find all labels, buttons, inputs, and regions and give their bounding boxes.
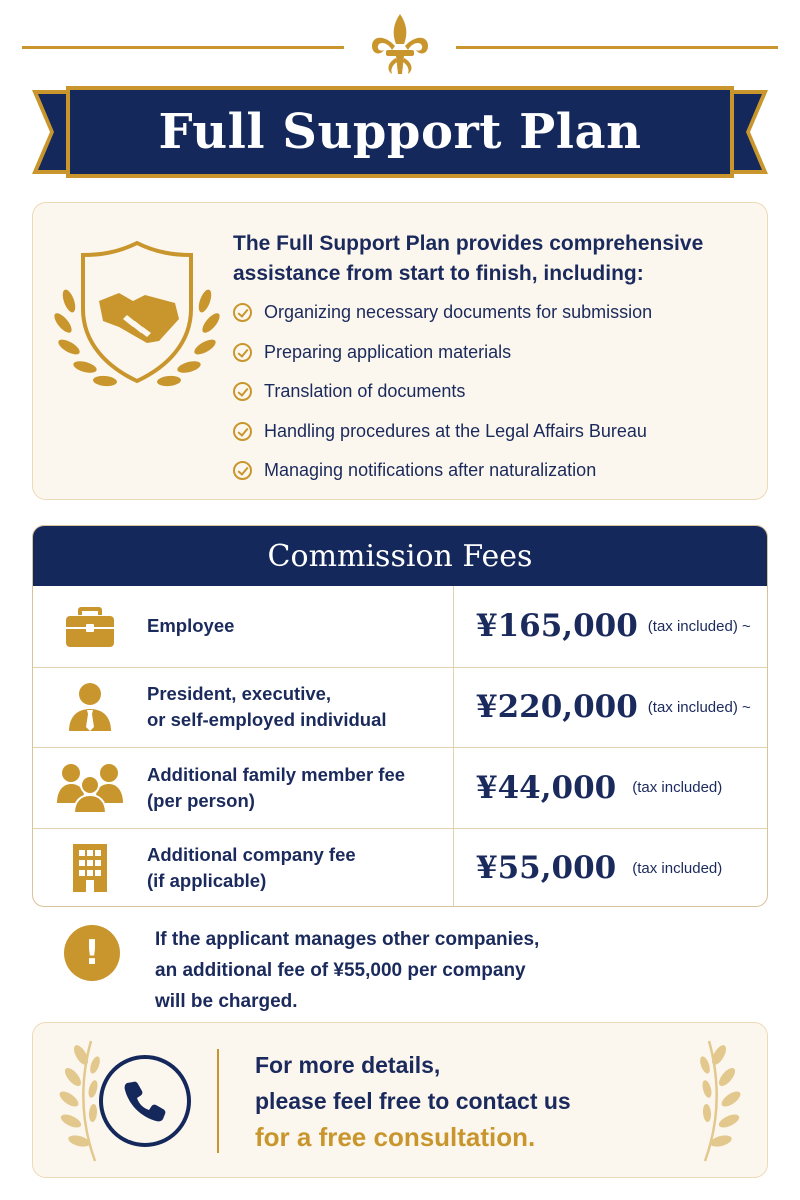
top-ornament [0, 12, 800, 78]
contact-line: For more details, [255, 1052, 441, 1078]
fee-price-cell [453, 668, 767, 748]
list-item-label: Preparing application materials [264, 341, 512, 362]
fee-label-line: Additional company fee [147, 844, 356, 866]
note-line: an additional fee of ¥55,000 per company [155, 960, 526, 981]
intro-card [32, 202, 768, 500]
tax-note: (tax included) [632, 779, 723, 797]
check-circle-icon [233, 303, 252, 322]
note-line: If the applicant manages other companies, [155, 929, 540, 950]
phone-icon [123, 1079, 167, 1123]
check-circle-icon [233, 422, 252, 441]
fee-amount: ¥220,000 [476, 689, 638, 726]
list-item [233, 293, 758, 333]
list-item [233, 412, 758, 452]
building-icon [69, 842, 111, 894]
fees-header: Commission Fees [33, 526, 767, 586]
check-circle-icon [233, 382, 252, 401]
commission-fees-table [32, 525, 768, 907]
laurel-right-icon [689, 1037, 749, 1165]
intro-heading-line: The Full Support Plan provides comprehensive [233, 232, 704, 255]
fee-label [147, 586, 453, 667]
ornament-rule-left [22, 46, 344, 49]
ornament-rule-right [456, 46, 778, 49]
list-item-label: Managing notifications after naturalization [264, 460, 597, 481]
intro-heading-line: assistance from start to finish, including: [233, 262, 644, 285]
briefcase-icon [64, 603, 116, 649]
fee-price-cell [453, 829, 767, 908]
check-circle-icon [233, 461, 252, 480]
contact-divider [217, 1049, 219, 1153]
phone-circle [99, 1055, 191, 1147]
fee-icon-cell [33, 586, 147, 667]
list-item-label: Translation of documents [264, 381, 466, 402]
fee-label-line: President, executive, [147, 683, 332, 705]
fee-label-line: (if applicable) [147, 870, 267, 892]
fee-label-line: Employee [147, 615, 235, 637]
page-title: Full Support Plan [158, 104, 642, 160]
fee-label-line: Additional family member fee [147, 763, 406, 785]
fee-amount: ¥165,000 [476, 608, 638, 645]
fee-label [147, 668, 453, 748]
tax-note: (tax included) ~ [647, 617, 751, 635]
fee-icon-cell [33, 668, 147, 748]
contact-message [255, 1047, 695, 1155]
table-row [33, 747, 767, 828]
fee-amount: ¥55,000 [476, 850, 617, 887]
contact-line: please feel free to contact us [255, 1088, 571, 1114]
fee-label [147, 748, 453, 828]
list-item-label: Organizing necessary documents for submission [264, 302, 653, 323]
included-services-list [233, 293, 758, 491]
note-line: will be charged. [155, 991, 298, 1012]
exclamation-icon: ! [64, 925, 120, 981]
fee-price-cell [453, 748, 767, 828]
table-row [33, 828, 767, 908]
table-row [33, 667, 767, 748]
fee-icon-cell [33, 748, 147, 828]
fee-label [147, 829, 453, 908]
fee-icon-cell [33, 829, 147, 908]
list-item [233, 372, 758, 412]
intro-heading [233, 229, 753, 289]
title-banner [32, 84, 768, 180]
tax-note: (tax included) [632, 859, 723, 877]
list-item [233, 333, 758, 373]
family-icon [57, 763, 123, 813]
contact-card [32, 1022, 768, 1178]
list-item-label: Handling procedures at the Legal Affairs Bureau [264, 420, 647, 441]
additional-fee-note [155, 924, 755, 1017]
list-item [233, 451, 758, 491]
contact-accent-line: for a free consultation. [255, 1122, 536, 1152]
person-icon [67, 681, 113, 733]
tax-note: (tax included) ~ [647, 698, 751, 716]
fee-label-line: or self-employed individual [147, 709, 387, 731]
fee-price-cell [453, 586, 767, 667]
check-circle-icon [233, 343, 252, 362]
fleur-de-lis-icon [366, 12, 434, 78]
fee-amount: ¥44,000 [476, 769, 617, 806]
handshake-shield-icon [47, 231, 227, 401]
table-row [33, 586, 767, 667]
fee-label-line: (per person) [147, 789, 255, 811]
